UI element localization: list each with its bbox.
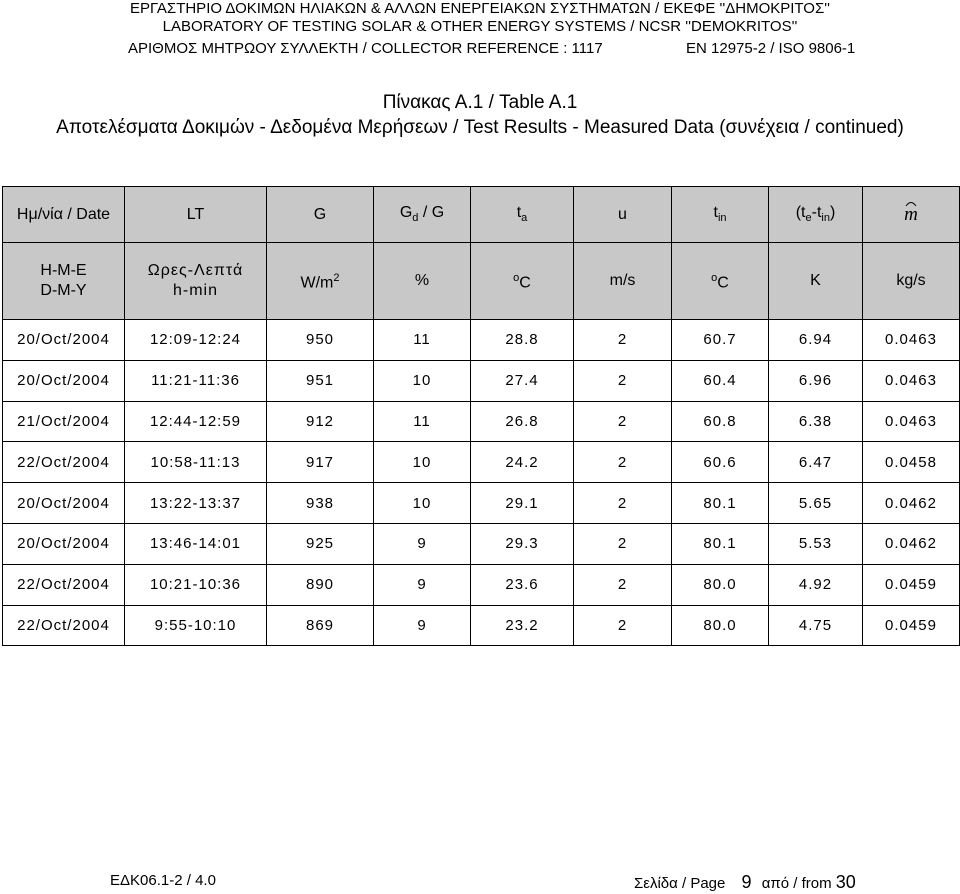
cell-tin: 60.8 — [672, 401, 769, 442]
cell-date: 20/Oct/2004 — [3, 320, 125, 361]
cell-mflow: 0.0459 — [863, 564, 960, 605]
cell-tin: 80.0 — [672, 605, 769, 646]
cell-date: 21/Oct/2004 — [3, 401, 125, 442]
cell-mflow: 0.0463 — [863, 401, 960, 442]
table-row — [3, 605, 960, 646]
page-number: 9 — [741, 872, 752, 892]
cell-ta: 27.4 — [471, 360, 574, 401]
page-label: Σελίδα / Page — [634, 875, 726, 892]
cell-lt: 13:46-14:01 — [125, 523, 267, 564]
unit-dt: K — [769, 243, 863, 320]
cell-ta: 24.2 — [471, 442, 574, 483]
cell-u: 2 — [574, 401, 672, 442]
cell-dt: 5.53 — [769, 523, 863, 564]
cell-mflow: 0.0463 — [863, 360, 960, 401]
cell-date: 22/Oct/2004 — [3, 442, 125, 483]
of-label: από / from — [761, 875, 832, 892]
cell-ta: 26.8 — [471, 401, 574, 442]
unit-lt: Ωρες-Λεπτά h-min — [125, 243, 267, 320]
table-row — [3, 360, 960, 401]
cell-u: 2 — [574, 564, 672, 605]
cell-tin: 60.7 — [672, 320, 769, 361]
cell-date: 20/Oct/2004 — [3, 483, 125, 524]
reference-row — [0, 40, 960, 60]
cell-g: 890 — [267, 564, 374, 605]
cell-mflow: 0.0459 — [863, 605, 960, 646]
cell-ta: 28.8 — [471, 320, 574, 361]
cell-tin: 80.1 — [672, 523, 769, 564]
unit-gd: % — [374, 243, 471, 320]
table-subtitle: Αποτελέσματα Δοκιμών - Δεδομένα Μερήσεων / Test Results - Measured Data (συνέχεια / continued) — [56, 117, 904, 138]
unit-g: $W/m^2$ — [267, 243, 374, 320]
column-header-row — [3, 187, 960, 243]
unit-tin: $^o$C — [672, 243, 769, 320]
cell-u: 2 — [574, 360, 672, 401]
cell-tin: 60.6 — [672, 442, 769, 483]
cell-tin: 60.4 — [672, 360, 769, 401]
col-mass-flow: m — [863, 187, 960, 243]
col-temp-diff: $(t_e-t_{in})$ — [769, 187, 863, 243]
measured-data-table — [2, 186, 960, 646]
total-pages: 30 — [835, 872, 856, 892]
col-gd-ratio: $G_d$ / G — [374, 187, 471, 243]
cell-date: 22/Oct/2004 — [3, 605, 125, 646]
cell-date: 20/Oct/2004 — [3, 523, 125, 564]
cell-dt: 6.96 — [769, 360, 863, 401]
cell-g: 925 — [267, 523, 374, 564]
cell-gd: 11 — [374, 320, 471, 361]
cell-gd: 9 — [374, 564, 471, 605]
cell-tin: 80.1 — [672, 483, 769, 524]
cell-gd: 11 — [374, 401, 471, 442]
cell-u: 2 — [574, 483, 672, 524]
table-row — [3, 483, 960, 524]
col-u: u — [574, 187, 672, 243]
document-code: ΕΔΚ06.1-2 / 4.0 — [110, 872, 216, 889]
collector-reference: ΑΡΙΘΜΟΣ ΜΗΤΡΩΟΥ ΣΥΛΛΕΚΤΗ / COLLECTOR REFERENCE : 1117 — [128, 40, 603, 57]
cell-gd: 10 — [374, 442, 471, 483]
cell-u: 2 — [574, 320, 672, 361]
table-row — [3, 320, 960, 361]
unit-date: H-M-E D-M-Y — [3, 243, 125, 320]
unit-mflow: kg/s — [863, 243, 960, 320]
cell-mflow: 0.0462 — [863, 483, 960, 524]
cell-dt: 5.65 — [769, 483, 863, 524]
table-row — [3, 564, 960, 605]
table-row — [3, 523, 960, 564]
cell-date: 20/Oct/2004 — [3, 360, 125, 401]
cell-g: 917 — [267, 442, 374, 483]
cell-u: 2 — [574, 442, 672, 483]
cell-u: 2 — [574, 605, 672, 646]
cell-ta: 29.1 — [471, 483, 574, 524]
col-date: Ημ/νία / Date — [3, 187, 125, 243]
hat-accent-icon — [905, 200, 917, 207]
cell-mflow: 0.0458 — [863, 442, 960, 483]
col-ta: $t_a$ — [471, 187, 574, 243]
cell-g: 938 — [267, 483, 374, 524]
col-g: G — [267, 187, 374, 243]
cell-lt: 12:44-12:59 — [125, 401, 267, 442]
cell-gd: 10 — [374, 483, 471, 524]
cell-lt: 11:21-11:36 — [125, 360, 267, 401]
lab-name-greek: ΕΡΓΑΣΤΗΡΙΟ ΔΟΚΙΜΩΝ ΗΛΙΑΚΩΝ & ΑΛΛΩΝ ΕΝΕΡΓΕΙΑΚΩΝ ΣΥΣΤΗΜΑΤΩΝ / ΕΚΕΦΕ ''ΔΗΜΟΚΡΙΤΟΣ'' — [130, 0, 830, 17]
cell-dt: 6.38 — [769, 401, 863, 442]
cell-gd: 9 — [374, 523, 471, 564]
cell-u: 2 — [574, 523, 672, 564]
cell-ta: 29.3 — [471, 523, 574, 564]
cell-tin: 80.0 — [672, 564, 769, 605]
cell-gd: 9 — [374, 605, 471, 646]
table-row — [3, 401, 960, 442]
cell-g: 950 — [267, 320, 374, 361]
cell-dt: 4.92 — [769, 564, 863, 605]
cell-g: 951 — [267, 360, 374, 401]
table-body — [3, 320, 960, 646]
cell-dt: 4.75 — [769, 605, 863, 646]
table-title: Πίνακας Α.1 / Table A.1 — [382, 92, 578, 113]
col-tin: $t_{in}$ — [672, 187, 769, 243]
unit-u: m/s — [574, 243, 672, 320]
cell-lt: 13:22-13:37 — [125, 483, 267, 524]
unit-header-row — [3, 243, 960, 320]
cell-lt: 12:09-12:24 — [125, 320, 267, 361]
cell-lt: 9:55-10:10 — [125, 605, 267, 646]
cell-ta: 23.2 — [471, 605, 574, 646]
cell-mflow: 0.0463 — [863, 320, 960, 361]
cell-mflow: 0.0462 — [863, 523, 960, 564]
cell-gd: 10 — [374, 360, 471, 401]
cell-dt: 6.94 — [769, 320, 863, 361]
unit-ta: $^o$C — [471, 243, 574, 320]
page-indicator — [634, 872, 856, 893]
cell-lt: 10:58-11:13 — [125, 442, 267, 483]
table-row — [3, 442, 960, 483]
cell-g: 912 — [267, 401, 374, 442]
lab-name-english: LABORATORY OF TESTING SOLAR & OTHER ENERGY SYSTEMS / NCSR ''DEMOKRITOS'' — [162, 18, 798, 35]
cell-g: 869 — [267, 605, 374, 646]
standard-reference: EN 12975-2 / ISO 9806-1 — [686, 40, 856, 57]
col-lt: LT — [125, 187, 267, 243]
cell-lt: 10:21-10:36 — [125, 564, 267, 605]
cell-date: 22/Oct/2004 — [3, 564, 125, 605]
cell-ta: 23.6 — [471, 564, 574, 605]
cell-dt: 6.47 — [769, 442, 863, 483]
